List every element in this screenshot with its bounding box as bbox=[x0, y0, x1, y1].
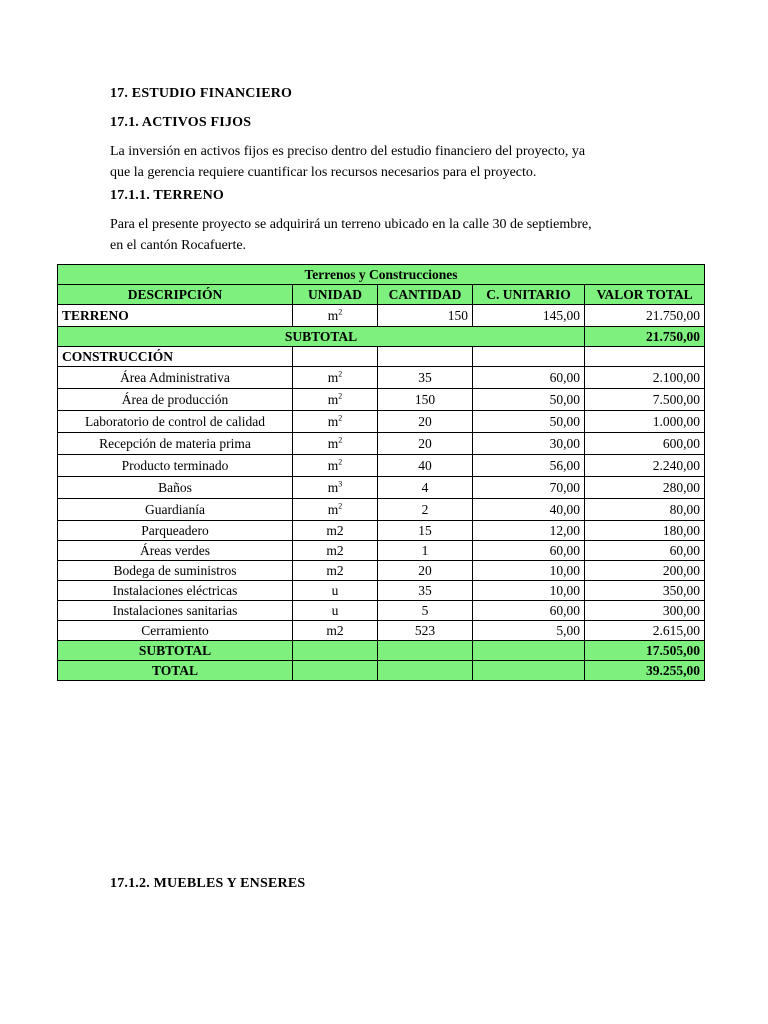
column-header: DESCRIPCIÓN bbox=[58, 285, 293, 305]
cell-quantity: 523 bbox=[378, 621, 473, 641]
section-heading-activos-fijos: 17.1. ACTIVOS FIJOS bbox=[110, 115, 252, 130]
table-row bbox=[58, 411, 705, 433]
paragraph-line: Para el presente proyecto se adquirirá un terreno ubicado en la calle 30 de septiembre, bbox=[110, 217, 592, 232]
cell-unit: m2 bbox=[293, 561, 378, 581]
column-header: C. UNITARIO bbox=[473, 285, 585, 305]
cell-description: Área Administrativa bbox=[58, 367, 293, 389]
paragraph-activos-fijos bbox=[110, 141, 670, 183]
cell-total: 280,00 bbox=[585, 477, 705, 499]
cell-quantity: 4 bbox=[378, 477, 473, 499]
cell-quantity: 20 bbox=[378, 433, 473, 455]
subtotal-value: 21.750,00 bbox=[585, 327, 705, 347]
cell-unit-price: 40,00 bbox=[473, 499, 585, 521]
table-row bbox=[58, 477, 705, 499]
section-heading-muebles-enseres: 17.1.2. MUEBLES Y ENSERES bbox=[110, 876, 306, 891]
cell-unit: $m^2$ bbox=[293, 411, 378, 433]
subtotal-row-construccion bbox=[58, 641, 705, 661]
cell-total: 2.615,00 bbox=[585, 621, 705, 641]
cell-description: Guardianía bbox=[58, 499, 293, 521]
column-header: VALOR TOTAL bbox=[585, 285, 705, 305]
cell-total: 2.100,00 bbox=[585, 367, 705, 389]
cell-unit: m2 bbox=[293, 521, 378, 541]
cell-unit: $m^2$ bbox=[293, 367, 378, 389]
cell-total: 350,00 bbox=[585, 581, 705, 601]
empty-cell bbox=[378, 347, 473, 367]
column-header: UNIDAD bbox=[293, 285, 378, 305]
empty-cell bbox=[473, 641, 585, 661]
paragraph-line: en el cantón Rocafuerte. bbox=[110, 238, 247, 253]
construccion-label-row bbox=[58, 347, 705, 367]
cell-total: 1.000,00 bbox=[585, 411, 705, 433]
table-row bbox=[58, 621, 705, 641]
subtotal-label: SUBTOTAL bbox=[58, 641, 293, 661]
cell-description: Cerramiento bbox=[58, 621, 293, 641]
subtotal-row-terreno bbox=[58, 327, 705, 347]
section-heading-terreno: 17.1.1. TERRENO bbox=[110, 188, 224, 203]
subtotal-value: 17.505,00 bbox=[585, 641, 705, 661]
cell-unit-price: 5,00 bbox=[473, 621, 585, 641]
total-row bbox=[58, 661, 705, 681]
cell-unit: u bbox=[293, 581, 378, 601]
empty-cell bbox=[378, 641, 473, 661]
cell-description: Producto terminado bbox=[58, 455, 293, 477]
cell-quantity: 40 bbox=[378, 455, 473, 477]
cell-unit-price: 50,00 bbox=[473, 411, 585, 433]
cell-unit-price: 60,00 bbox=[473, 541, 585, 561]
cell-unit: $m^3$ bbox=[293, 477, 378, 499]
cell-quantity: 15 bbox=[378, 521, 473, 541]
table-title: Terrenos y Construcciones bbox=[58, 265, 705, 285]
cell-total: 2.240,00 bbox=[585, 455, 705, 477]
cell-unit-price: 70,00 bbox=[473, 477, 585, 499]
cell-quantity: 150 bbox=[378, 389, 473, 411]
empty-cell bbox=[473, 347, 585, 367]
table-row bbox=[58, 601, 705, 621]
empty-cell bbox=[473, 661, 585, 681]
cell-quantity: 35 bbox=[378, 367, 473, 389]
table-row bbox=[58, 541, 705, 561]
cell-unit-price: 10,00 bbox=[473, 561, 585, 581]
cell-total: 600,00 bbox=[585, 433, 705, 455]
cell-quantity: 2 bbox=[378, 499, 473, 521]
total-value: 39.255,00 bbox=[585, 661, 705, 681]
empty-cell bbox=[585, 347, 705, 367]
table-row bbox=[58, 521, 705, 541]
cell-description: Laboratorio de control de calidad bbox=[58, 411, 293, 433]
cell-unit: u bbox=[293, 601, 378, 621]
cell-description: Parqueadero bbox=[58, 521, 293, 541]
cell-description: Área de producción bbox=[58, 389, 293, 411]
cell-total: 80,00 bbox=[585, 499, 705, 521]
cell-description: Áreas verdes bbox=[58, 541, 293, 561]
table-row bbox=[58, 367, 705, 389]
table-row bbox=[58, 581, 705, 601]
terrenos-construcciones-table bbox=[57, 264, 705, 681]
table-row bbox=[58, 433, 705, 455]
empty-cell bbox=[293, 347, 378, 367]
column-header: CANTIDAD bbox=[378, 285, 473, 305]
cell-unit: m2 bbox=[293, 541, 378, 561]
cell-unit-price: 145,00 bbox=[473, 305, 585, 327]
table-row bbox=[58, 455, 705, 477]
section-heading-estudio-financiero: 17. ESTUDIO FINANCIERO bbox=[110, 86, 293, 101]
paragraph-line: que la gerencia requiere cuantificar los recursos necesarios para el proyecto. bbox=[110, 165, 537, 180]
cell-unit: m2 bbox=[293, 621, 378, 641]
table-row bbox=[58, 561, 705, 581]
construccion-label: CONSTRUCCIÓN bbox=[58, 347, 293, 367]
cell-quantity: 20 bbox=[378, 411, 473, 433]
cell-total: 7.500,00 bbox=[585, 389, 705, 411]
cell-unit: $m^2$ bbox=[293, 433, 378, 455]
table-row bbox=[58, 389, 705, 411]
table-row-terreno bbox=[58, 305, 705, 327]
empty-cell bbox=[378, 661, 473, 681]
empty-cell bbox=[293, 661, 378, 681]
paragraph-terreno bbox=[110, 214, 670, 256]
cell-quantity: 1 bbox=[378, 541, 473, 561]
empty-cell bbox=[293, 641, 378, 661]
table-row bbox=[58, 499, 705, 521]
cell-quantity: 35 bbox=[378, 581, 473, 601]
cell-description: Recepción de materia prima bbox=[58, 433, 293, 455]
cell-total: 200,00 bbox=[585, 561, 705, 581]
cell-quantity: 5 bbox=[378, 601, 473, 621]
cell-quantity: 20 bbox=[378, 561, 473, 581]
cell-description: Instalaciones eléctricas bbox=[58, 581, 293, 601]
cell-unit: $m^2$ bbox=[293, 389, 378, 411]
cell-total: 300,00 bbox=[585, 601, 705, 621]
cell-total: 180,00 bbox=[585, 521, 705, 541]
cell-unit-price: 56,00 bbox=[473, 455, 585, 477]
total-label: TOTAL bbox=[58, 661, 293, 681]
cell-unit-price: 60,00 bbox=[473, 367, 585, 389]
cell-unit-price: 12,00 bbox=[473, 521, 585, 541]
cell-unit-price: 10,00 bbox=[473, 581, 585, 601]
paragraph-line: La inversión en activos fijos es preciso dentro del estudio financiero del proyecto, ya bbox=[110, 144, 586, 159]
cell-description: Instalaciones sanitarias bbox=[58, 601, 293, 621]
cell-description: Baños bbox=[58, 477, 293, 499]
cell-description: Bodega de suministros bbox=[58, 561, 293, 581]
cell-unit-price: 60,00 bbox=[473, 601, 585, 621]
cell-unit-price: 30,00 bbox=[473, 433, 585, 455]
cell-unit: $m^2$ bbox=[293, 305, 378, 327]
cell-total: 21.750,00 bbox=[585, 305, 705, 327]
cell-description: TERRENO bbox=[58, 305, 293, 327]
cell-quantity: 150 bbox=[378, 305, 473, 327]
subtotal-label: SUBTOTAL bbox=[58, 327, 585, 347]
cell-unit-price: 50,00 bbox=[473, 389, 585, 411]
cell-unit: $m^2$ bbox=[293, 455, 378, 477]
cell-unit: $m^2$ bbox=[293, 499, 378, 521]
cell-total: 60,00 bbox=[585, 541, 705, 561]
